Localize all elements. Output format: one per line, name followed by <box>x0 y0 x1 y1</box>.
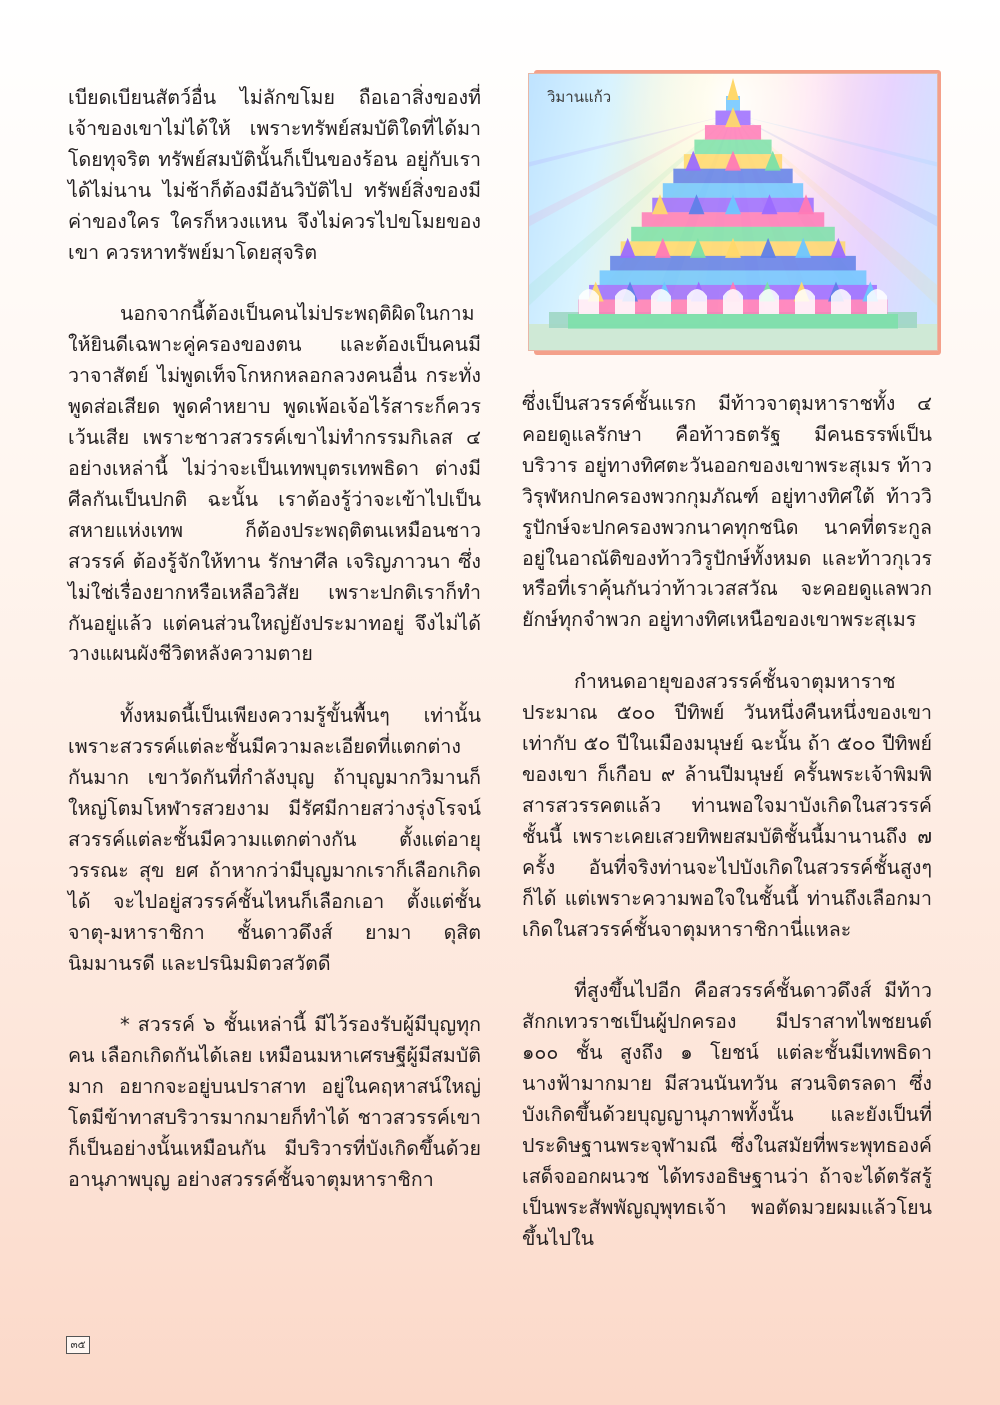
paragraph: ซึ่งเป็นสวรรค์ชั้นแรก มีท้าวจาตุมหาราชทั้ง ๔ คอยดูแลรักษา คือท้าวธตรัฐ มีคนธรรพ์เป็นบริวาร อยู่ทางทิศตะวันออกของเขาพระสุเมร ท้าววิรุฬหกปกครองพวกกุมภัณฑ์ อยู่ทางทิศใต้ ท้าววิรูปักษ์จะปกครองพวกนาคทุกชนิด นาคที่ตระกูลอยู่ในอาณัติของท้าววิรูปักษ์ทั้งหมด และท้าวกุเวร หรือที่เราคุ้นกันว่าท้าวเวสสวัณ จะคอยดูแลพวกยักษ์ทุกจำพวก อยู่ทางทิศเหนือของเขาพระสุเมร <box>522 392 932 632</box>
arch-doorway <box>579 289 599 314</box>
paragraph: เบียดเบียนสัตว์อื่น ไม่ลักขโมย ถือเอาสิ่งของที่เจ้าของเขาไม่ได้ให้ เพราะทรัพย์สมบัติใดที่ได้มาโดยทุจริต ทรัพย์สมบัตินั้นก็เป็นของร้อน อยู่กับเราได้ไม่นาน ไม่ช้าก็ต้องมีอันวิบัติไป ทรัพย์สิ่งของมีค่าของใคร ใครก็หวงแหน จึงไม่ควรไปขโมยของเขา ควรหาทรัพย์มาโดยสุจริต <box>68 86 481 264</box>
palace-tier <box>610 256 856 271</box>
right-text-column <box>522 389 932 1255</box>
arch-doorway <box>615 289 635 314</box>
top-spire <box>727 78 739 100</box>
palace-illustration <box>528 73 938 351</box>
page-number: ๓๕ <box>66 1336 90 1354</box>
palace-tier <box>642 212 825 227</box>
paragraph: ทั้งหมดนี้เป็นเพียงความรู้ขั้นพื้นๆ เท่านั้น เพราะสวรรค์แต่ละชั้นมีความละเอียดที่แตกต่างกันมาก เขาวัดกันที่กำลังบุญ ถ้าบุญมากวิมานก็ใหญ่โตมโหฬารสวยงาม มีรัศมีกายสว่างรุ่งโรจน์ สวรรค์แต่ละชั้นมีความแตกต่างกัน ตั้งแต่อายุ วรรณะ สุข ยศ ถ้าหากว่ามีบุญมากเราก็เลือกเกิดได้ จะไปอยู่สวรรค์ชั้นไหนก็เลือกเอา ตั้งแต่ชั้นจาตุ-มหาราชิกา ชั้นดาวดึงส์ ยามา ดุสิต นิมมานรดี และปรนิมมิตวสวัตดี <box>68 704 481 975</box>
palace-tier <box>673 169 792 184</box>
paragraph: * สวรรค์ ๖ ชั้นเหล่านี้ มีไว้รองรับผู้มีบุญทุกคน เลือกเกิดกันได้เลย เหมือนมหาเศรษฐีผู้มีสมบัติมาก อยากจะอยู่บนปราสาท อยู่ในคฤหาสน์ใหญ่โตมีข้าทาสบริวารมากมายก็ทำได้ ชาวสวรรค์เขาก็เป็นอย่างนั้นเหมือนกัน มีบริวารที่บังเกิดขึ้นด้วยอานุภาพบุญ อย่างสวรรค์ชั้นจาตุมหาราชิกา <box>68 1013 481 1191</box>
paragraph: ที่สูงขึ้นไปอีก คือสวรรค์ชั้นดาวดึงส์ มีท้าวสักกเทวราชเป็นผู้ปกครอง มีปราสาทไพชยนต์ ๑๐๐ ชั้น สูงถึง ๑ โยชน์ แต่ละชั้นมีเทพธิดานางฟ้ามากมาย มีสวนนันทวัน สวนจิตรลดา ซึ่งบังเกิดขึ้นด้วยบุญญานุภาพทั้งนั้น และยังเป็นที่ประดิษฐานพระจุฬามณี ซึ่งในสมัยที่พระพุทธองค์เสด็จออกผนวช ได้ทรงอธิษฐานว่า ถ้าจะได้ตรัสรู้เป็นพระสัพพัญญุพุทธเจ้า พอตัดมวยผมแล้วโยนขึ้นไปใน <box>522 979 932 1250</box>
arch-doorway <box>795 289 815 314</box>
paragraph: นอกจากนี้ต้องเป็นคนไม่ประพฤติผิดในกามให้ยินดีเฉพาะคู่ครองของตน และต้องเป็นคนมีวาจาสัตย์ ไม่พูดเท็จโกหกหลอกลวงคนอื่น กระทั่งพูดส่อเสียด พูดคำหยาบ พูดเพ้อเจ้อไร้สาระก็ควรเว้นเสีย เพราะชาวสวรรค์เขาไม่ทำกรรมกิเลส ๔ อย่างเหล่านี้ ไม่ว่าจะเป็นเทพบุตรเทพธิดา ต่างมีศีลกันเป็นปกติ ฉะนั้น เราต้องรู้ว่าจะเข้าไปเป็นสหายแห่งเทพ ก็ต้องประพฤติตนเหมือนชาวสวรรค์ ต้องรู้จักให้ทาน รักษาศีล เจริญภาวนา ซึ่งไม่ใช่เรื่องยากหรือเหลือวิสัย เพราะปกติเราก็ทำกันอยู่แล้ว แต่คนส่วนใหญ่ยังประมาทอยู่ จึงไม่ได้วางแผนผังชีวิตหลังความตาย <box>68 302 481 666</box>
palace-drawing <box>529 74 937 350</box>
palace-tier <box>705 125 761 140</box>
arch-doorway <box>723 289 743 314</box>
paragraph: กำหนดอายุของสวรรค์ชั้นจาตุมหาราช ประมาณ ๕๐๐ ปีทิพย์ วันหนึ่งคืนหนึ่งของเขาเท่ากับ ๕๐ ปีในเมืองมนุษย์ ฉะนั้น ถ้า ๕๐๐ ปีทิพย์ของเขา ก็เกือบ ๙ ล้านปีมนุษย์ ครั้นพระเจ้าพิมพิสารสวรรคตแล้ว ท่านพอใจมาบังเกิดในสวรรค์ชั้นนี้ เพราะเคยเสวยทิพยสมบัติชั้นนี้มานานถึง ๗ ครั้ง อันที่จริงท่านจะไปบังเกิดในสวรรค์ชั้นสูงๆ ก็ได้ แต่เพราะความพอใจในชั้นนี้ ท่านถึงเลือกมาเกิดในสวรรค์ชั้นจาตุมหาราชิกานี่แหละ <box>522 670 932 941</box>
illustration-caption: วิมานแก้ว <box>547 88 612 106</box>
palace-tier <box>568 314 898 329</box>
arch-doorway <box>831 289 851 314</box>
left-text-column <box>68 83 481 1196</box>
arch-doorway <box>651 289 671 314</box>
arch-doorway <box>687 289 707 314</box>
arch-doorway <box>867 289 887 314</box>
arch-doorway <box>759 289 779 314</box>
